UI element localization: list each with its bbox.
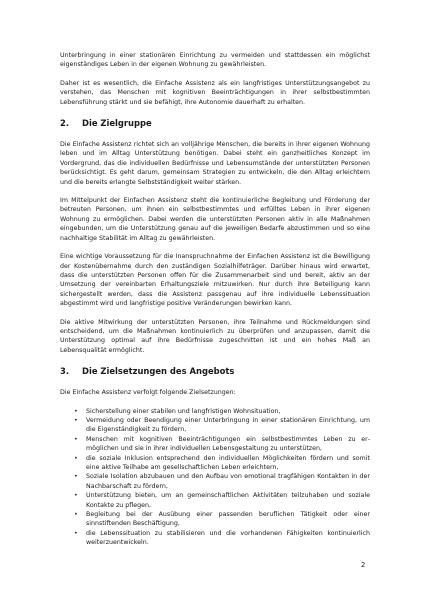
list-item: • Soziale Isolation abzubauen und den Aufbau von emotional tragfähigen Kontakten in der Nachbarschaft zu fördern,: [74, 473, 370, 490]
paragraph-zielgruppe-2: Im Mittelpunkt der Einfachen Assistenz steht die kontinuierliche Begleitung und Förderung der betreuten Personen, um ihnen ein selbstbestimmtes und erfülltes Leben in ihrer eigenen Wohnung zu ermöglichen. Dabei werden die unterstützten Personen aktiv in alle Maßnahmen eingebunden, um die Unterstützung genau auf die jeweiligen Bedarfe abzustimmen und so eine nachhaltige Stabilität im Alltag zu gewährleisten.: [60, 197, 370, 242]
section-number: 3.: [60, 366, 70, 377]
paragraph-zielgruppe-4: Die aktive Mitwirkung der unterstützten Personen, ihre Teilnahme und Rückmeldungen sind entscheidend, um die Maßnahmen kontinuierlich zu überprüfen und anzupassen, damit die Unterstützung optimal auf ihre Bedürfnisse zugeschnitten ist und ein hohes Maß an Lebensqualität ermöglicht.: [60, 318, 370, 354]
paragraph-zielsetzungen-intro: Die Einfache Assistenz verfolgt folgende Zielsetzungen:: [60, 389, 236, 397]
goals-list: [60, 407, 370, 548]
paragraph-top-2: Daher ist es wesentlich, die Einfache Assistenz als ein langfristiges Unterstützungsangebot zu verstehen, das Menschen mit kognitiven Beeinträchtigungen in ihrer selbstbestimmten Lebensführung stärkt und sie befähigt, ihre Autonomie dauerhaft zu erhalten.: [60, 79, 370, 106]
bullet-icon: •: [74, 435, 78, 443]
bullet-icon: •: [74, 529, 78, 537]
page-content: [60, 51, 370, 548]
bullet-icon: •: [74, 511, 78, 519]
paragraph-zielgruppe-1: Die Einfache Assistenz richtet sich an volljährige Menschen, die bereits in ihrer eigenen Wohnung leben und im Alltag Unterstützung benötigen. Dabei steht ein ganzheitliches Konzept im Vordergrund, das die individuellen Bedürfnisse und Lebensumstände der unterstützten Personen berücksichtigt. Es geht darum, gemeinsam Strategien zu entwickeln, die den Alltag erleichtern und die bereits erlangte Selbstständigkeit weiter stärken.: [60, 141, 370, 186]
section-number: 2.: [60, 118, 70, 129]
list-item: • die Lebenssituation zu stabilisieren und die vorhandenen Fähigkeiten kontinuierlich weiterzuentwickeln.: [74, 529, 370, 547]
section-heading-zielgruppe: [60, 118, 370, 129]
list-item: • Unterstützung bieten, um an gemeinschaftlichen Aktivitäten teilzuhaben und soziale Kontakte zu pflegen,: [74, 492, 370, 509]
bullet-icon: •: [74, 416, 78, 424]
list-item: • die soziale Inklusion entsprechend den individuellen Möglichkeiten fördern und somit eine aktive Teilhabe am gesellschaftlichen Leben erleichtern,: [74, 454, 370, 471]
section-title: Die Zielgruppe: [82, 118, 152, 129]
page-number: 2: [361, 561, 366, 569]
list-item: • Menschen mit kognitiven Beeinträchtigungen ein selbstbestimmtes Leben zu ermöglichen und sie in ihrer individuellen Lebensgestaltung zu unterstützen,: [74, 435, 370, 453]
bullet-icon: •: [74, 407, 78, 415]
list-item: • Vermeidung oder Beendigung einer Unterbringung in einer stationären Einrichtung, um die Eigenständigkeit zu fördern,: [74, 416, 370, 434]
bullet-icon: •: [74, 492, 78, 500]
paragraph-top-1: Unterbringung in einer stationären Einrichtung zu vermeiden und stattdessen ein möglichst eigenständiges Leben in der eigenen Wohnung zu gewährleisten.: [60, 52, 370, 69]
paragraph-zielgruppe-3: Eine wichtige Voraussetzung für die Inanspruchnahme der Einfachen Assistenz ist die Bewilligung der Kostenübernahme durch den zuständigen Sozialhilfeträger. Darüber hinaus wird erwartet, dass die unterstützten Personen offen für die Zusammenarbeit sind und bereit, aktiv an der Umsetzung der vereinbarten Erhaltungsziele mitzuwirken. Nur durch ihre Beteiligung kann sichergestellt werden, dass die Assistenz passgenau auf ihre individuelle Lebenssituation abgestimmt wird und langfristige positive Veränderungen bewirken kann.: [60, 253, 370, 308]
section-heading-zielsetzungen: [60, 366, 370, 377]
section-title: Die Zielsetzungen des Angebots: [82, 366, 235, 377]
list-item: • Sicherstellung einer stabilen und langfristigen Wohnsituation,: [74, 407, 281, 415]
list-item: • Begleitung bei der Ausübung einer passenden beruflichen Tätigkeit oder einer sinnstiftenden Beschäftigung,: [74, 511, 370, 528]
bullet-icon: •: [74, 473, 78, 481]
bullet-icon: •: [74, 454, 78, 462]
